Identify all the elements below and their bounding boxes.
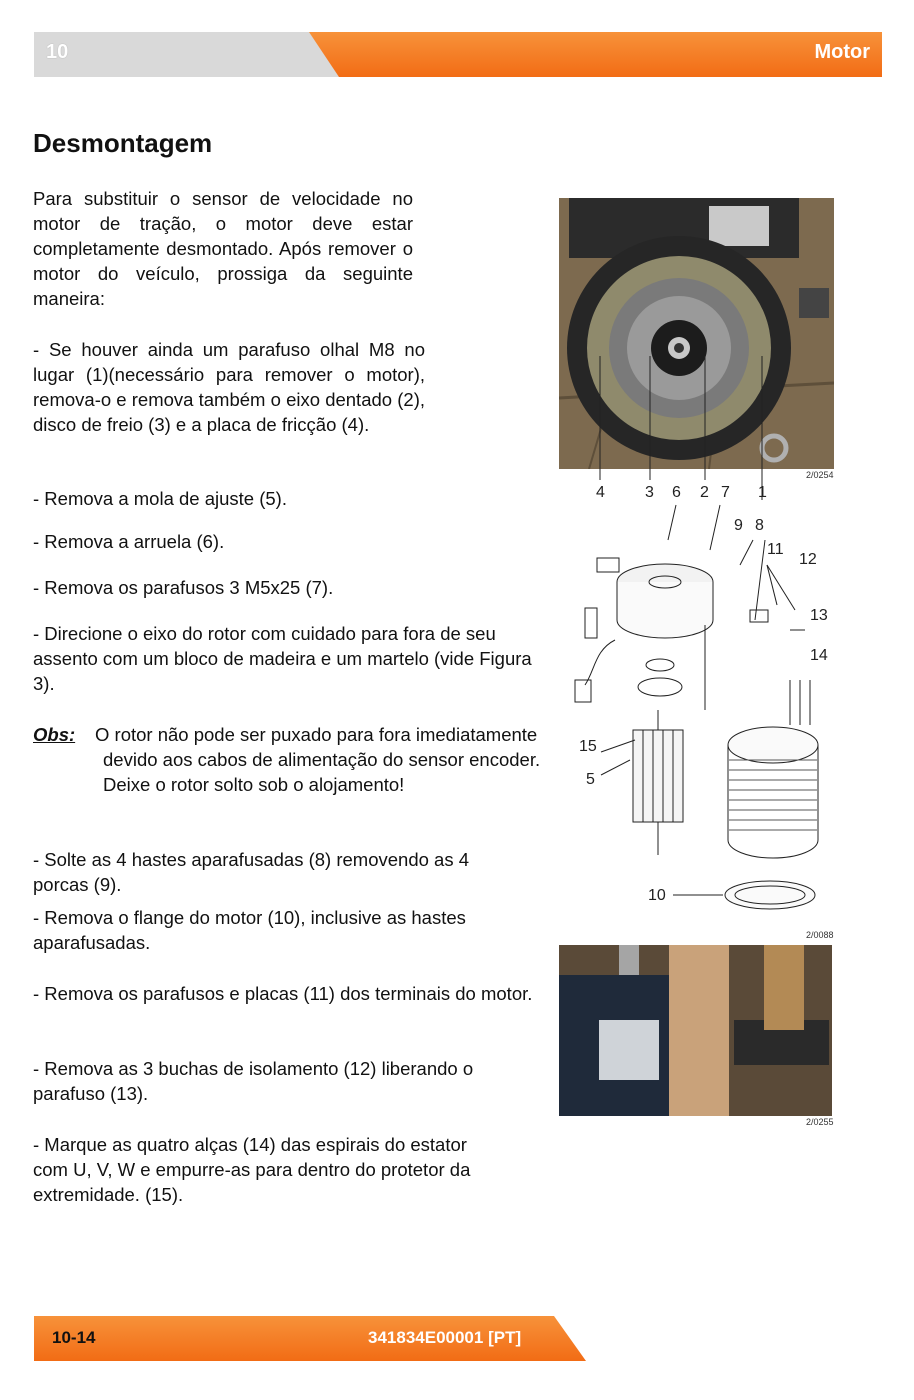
callout-label: 9: [734, 517, 743, 534]
step-paragraph: - Remova a mola de ajuste (5).: [33, 488, 287, 509]
callout-label: 12: [799, 551, 817, 568]
intro-paragraph: Para substituir o sensor de velocidade no motor de tração, o motor deve estar completamente desmontado. Após remover o motor do veículo, prossiga da seguinte maneira:: [33, 188, 413, 309]
document-number: 341834E00001 [PT]: [368, 1328, 522, 1347]
obs-text: O rotor não pode ser puxado para fora imediatamente devido aos cabos de alimentação do sensor encoder. Deixe o rotor solto sob o alojamento!: [95, 724, 541, 795]
callout-label: 15: [579, 738, 597, 755]
hammer-photo: [559, 945, 832, 1116]
callout-label: 6: [672, 484, 681, 501]
page-title: Desmontagem: [33, 128, 213, 158]
step-paragraph: - Marque as quatro alças (14) das espirais do estator com U, V, W e empurre-as para dentro do protetor da extremidade. (15).: [33, 1134, 471, 1205]
step-paragraph: - Remova os parafusos e placas (11) dos terminais do motor.: [33, 983, 533, 1004]
step-paragraph: - Remova os parafusos 3 M5x25 (7).: [33, 577, 334, 598]
callout-label: 3: [645, 484, 654, 501]
figure-code: 2/0254: [806, 470, 834, 480]
section-title: Motor: [814, 41, 870, 63]
exploded-motor-drawing: [555, 350, 845, 930]
page-footer: [34, 1316, 586, 1361]
hammer-illustration: [559, 945, 832, 1116]
step-paragraph: - Se houver ainda um parafuso olhal M8 no lugar (1)(necessário para remover o motor), remova-o e remova também o eixo dentado (2), disco de freio (3) e a placa de fricção (4).: [33, 339, 425, 435]
header-orange-band: [269, 32, 882, 77]
callout-label: 5: [586, 771, 595, 788]
callout-label: 1: [758, 484, 767, 501]
figure-code: 2/0088: [806, 930, 834, 940]
callout-label: 8: [755, 517, 764, 534]
callout-label: 14: [810, 647, 828, 664]
chapter-number: 10: [46, 41, 69, 63]
obs-label: Obs:: [33, 724, 76, 745]
page-number: 10-14: [52, 1328, 96, 1347]
step-paragraph: - Remova as 3 buchas de isolamento (12) liberando o parafuso (13).: [33, 1058, 474, 1104]
figure-code: 2/0255: [806, 1117, 834, 1127]
still-logo: [722, 1316, 878, 1372]
callout-label: 7: [721, 484, 730, 501]
callout-label: 4: [596, 484, 605, 501]
callout-label: 13: [810, 607, 828, 624]
page-header: [34, 32, 882, 77]
callout-label: 2: [700, 484, 709, 501]
step-paragraph: - Remova o flange do motor (10), inclusive as hastes aparafusadas.: [33, 907, 466, 953]
callout-label: 11: [767, 541, 784, 558]
step-paragraph: - Direcione o eixo do rotor com cuidado para fora de seu assento com um bloco de madeira e um martelo (vide Figura 3).: [33, 623, 532, 694]
step-paragraph: - Remova a arruela (6).: [33, 531, 225, 552]
callout-label: 10: [648, 887, 666, 904]
step-paragraph: - Solte as 4 hastes aparafusadas (8) removendo as 4 porcas (9).: [33, 849, 470, 895]
